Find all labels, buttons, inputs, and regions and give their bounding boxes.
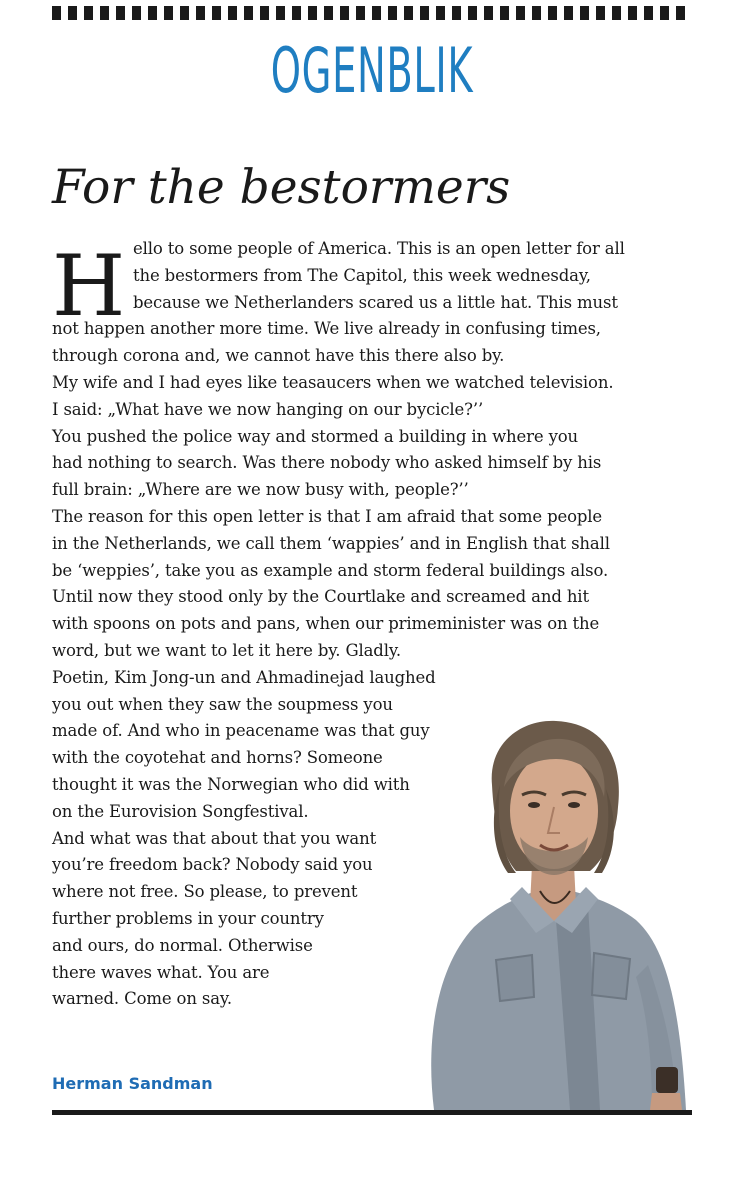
body-line: full brain: „Where are we now busy with, people?’’ xyxy=(52,480,469,500)
body-line: in the Netherlands, we call them ‘wappies’ and in English that shall xyxy=(52,533,610,553)
body-line: The reason for this open letter is that I am afraid that some people xyxy=(52,506,603,526)
shirt-pocket-left xyxy=(496,955,534,1001)
body-line: and ours, do normal. Otherwise xyxy=(52,935,313,955)
body-line: on the Eurovision Songfestival. xyxy=(52,801,309,821)
article-headline: For the bestormers xyxy=(52,160,511,215)
body-line: where not free. So please, to prevent xyxy=(52,882,358,902)
body-line: you out when they saw the soupmess you xyxy=(52,694,393,714)
body-line: I said: „What have we now hanging on our bycicle?’’ xyxy=(52,399,484,419)
author-name: Herman Sandman xyxy=(52,1074,213,1093)
body-line: further problems in your country xyxy=(52,908,324,928)
body-line: there waves what. You are xyxy=(52,962,270,982)
body-line: thought it was the Norwegian who did with xyxy=(52,774,410,794)
body-line: Until now they stood only by the Courtlake and screamed and hit xyxy=(52,587,589,607)
body-line: My wife and I had eyes like teasaucers when we watched television. xyxy=(52,372,614,392)
section-masthead: OGENBLIK xyxy=(270,34,474,107)
body-line: made of. And who in peacename was that guy xyxy=(52,721,430,741)
body-line: be ‘weppies’, take you as example and storm federal buildings also. xyxy=(52,560,609,580)
body-line: word, but we want to let it here by. Gladly. xyxy=(52,640,401,660)
body-line: warned. Come on say. xyxy=(52,989,232,1009)
hand-right xyxy=(650,1093,682,1110)
body-line: through corona and, we cannot have this there also by. xyxy=(52,346,505,366)
body-line: And what was that about that you want xyxy=(52,828,377,848)
body-line: ello to some people of America. This is an open letter for all xyxy=(133,239,625,258)
shirt-pocket-right xyxy=(592,953,630,999)
drop-cap: H xyxy=(52,237,126,335)
body-line: with spoons on pots and pans, when our primeminister was on the xyxy=(52,614,600,634)
top-decorative-rule xyxy=(52,6,692,20)
bottom-rule xyxy=(52,1110,692,1115)
author-portrait-photo xyxy=(404,715,694,1110)
wristwatch xyxy=(656,1067,678,1093)
eye-left xyxy=(528,802,540,808)
body-line: Poetin, Kim Jong-un and Ahmadinejad laughed xyxy=(52,667,436,687)
body-line: with the coyotehat and horns? Someone xyxy=(52,748,383,768)
body-line: had nothing to search. Was there nobody who asked himself by his xyxy=(52,453,602,473)
eye-right xyxy=(568,802,580,808)
body-line: You pushed the police way and stormed a building in where you xyxy=(52,426,579,446)
body-line: you’re freedom back? Nobody said you xyxy=(52,855,373,875)
body-line: because we Netherlanders scared us a little hat. This must xyxy=(133,292,618,312)
body-line: not happen another more time. We live already in confusing times, xyxy=(52,319,601,339)
body-line: the bestormers from The Capitol, this week wednesday, xyxy=(133,265,591,285)
